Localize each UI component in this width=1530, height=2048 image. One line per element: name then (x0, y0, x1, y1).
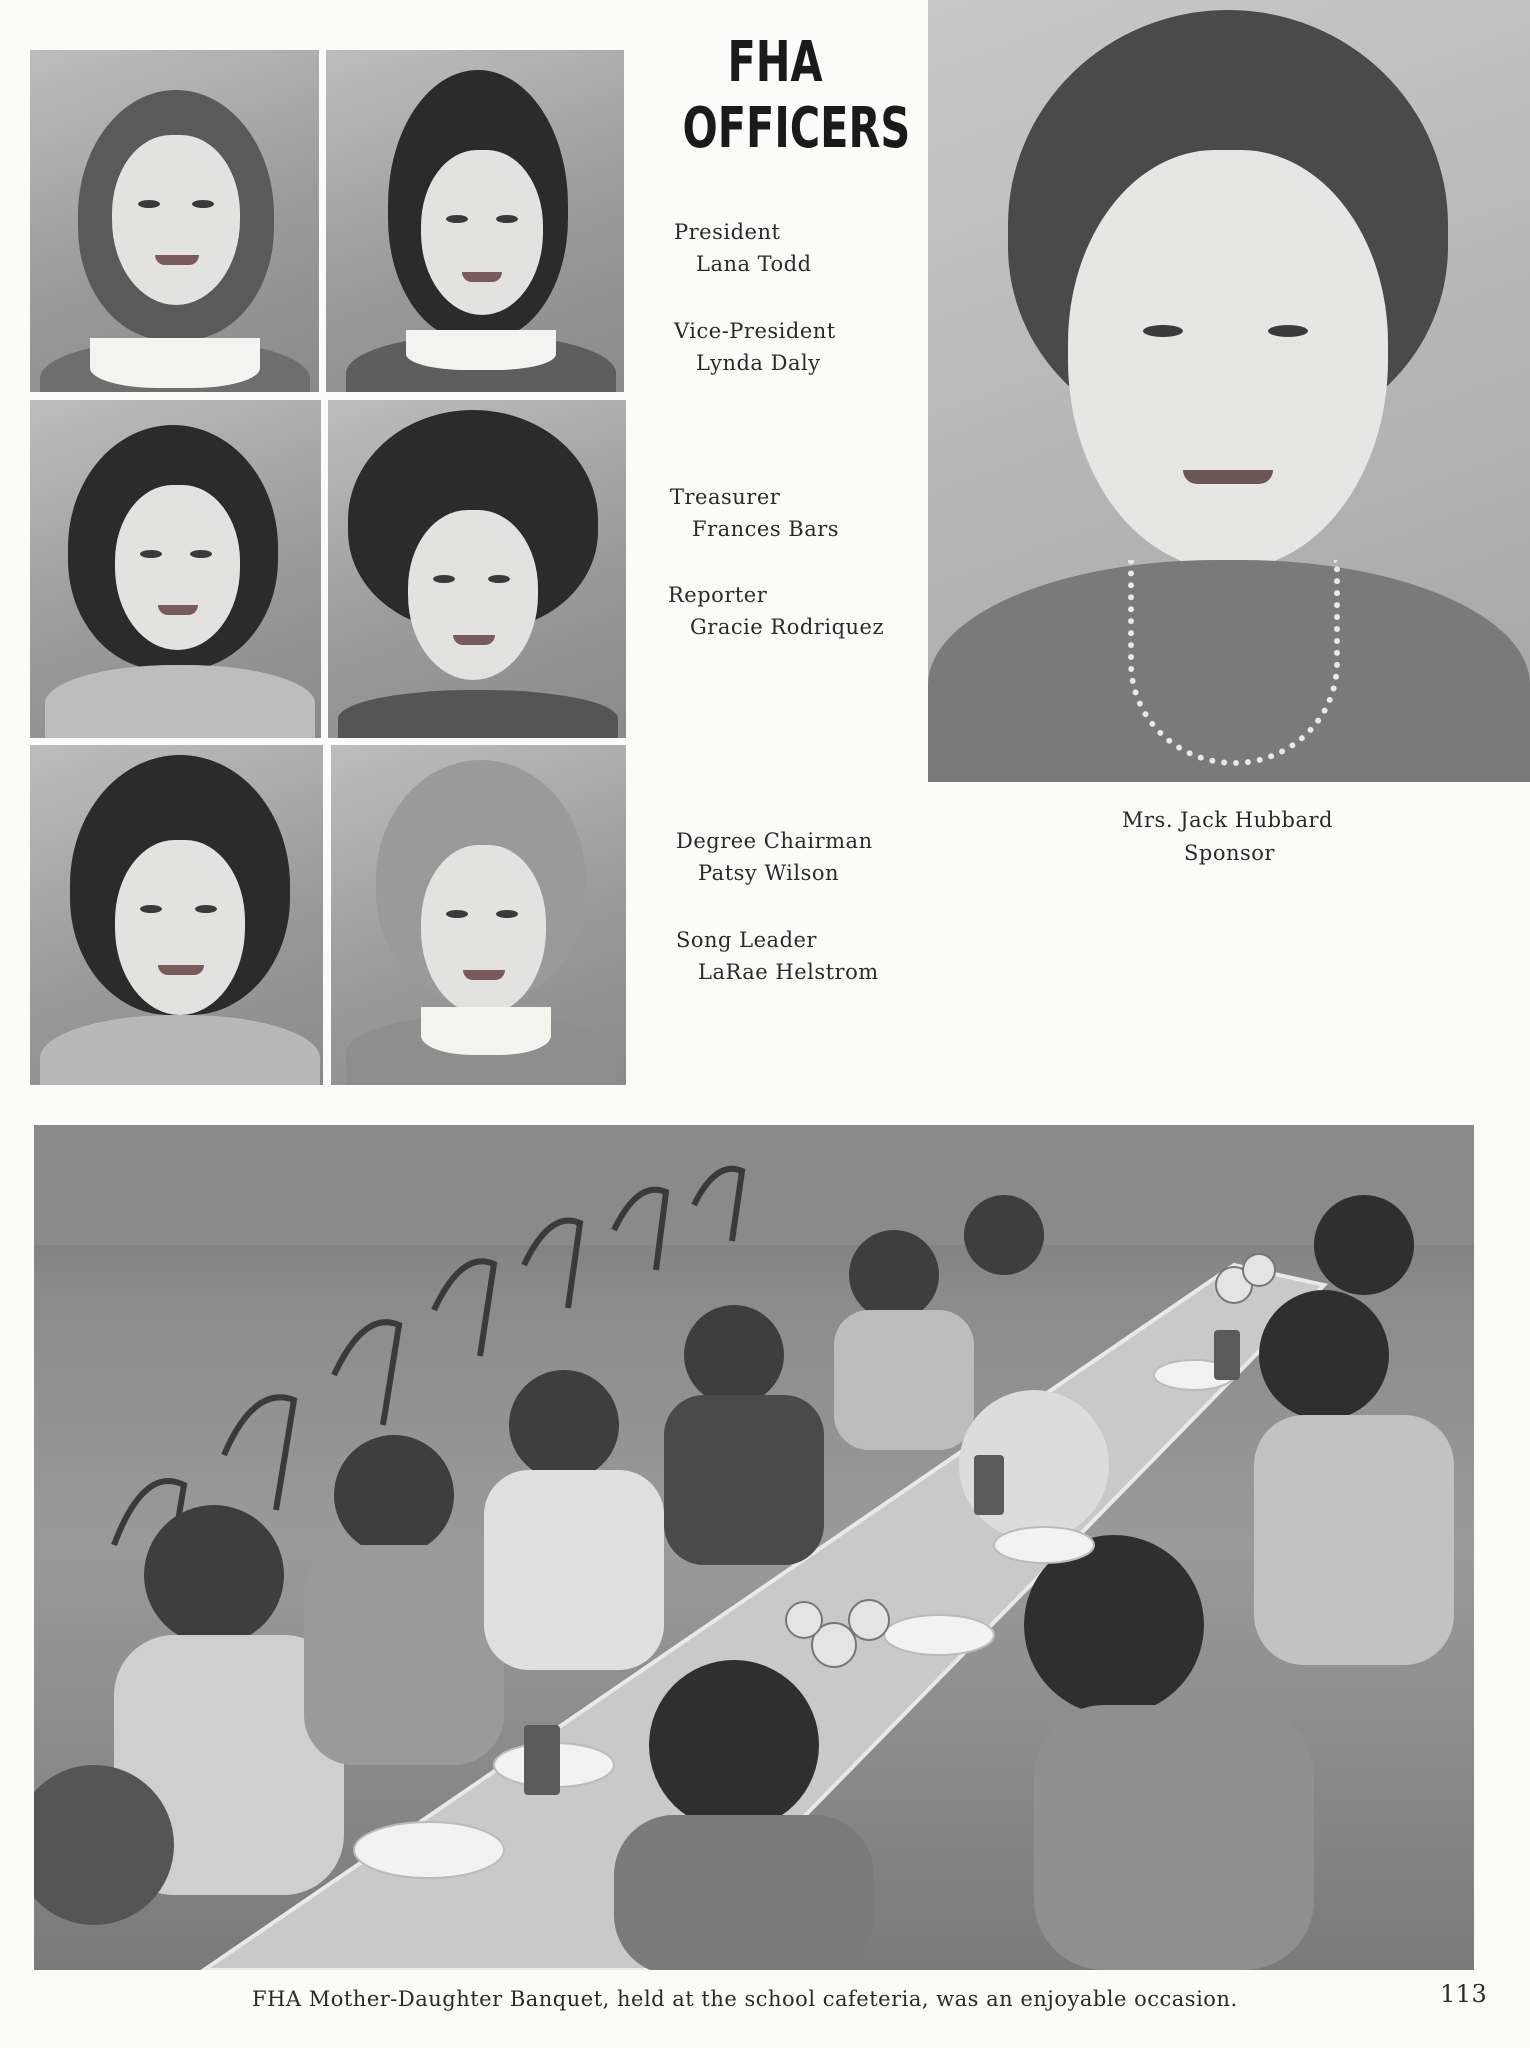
officer-role: Vice-President (674, 319, 836, 343)
officer-name: Lana Todd (696, 252, 812, 276)
officer-song-leader (676, 924, 879, 988)
portrait-reporter (328, 400, 626, 738)
officer-role: Reporter (668, 583, 768, 607)
officer-role: Degree Chairman (676, 829, 873, 853)
officer-president (674, 216, 812, 280)
portrait-treasurer (30, 400, 321, 738)
officer-treasurer (670, 481, 839, 545)
officer-name: Frances Bars (692, 517, 840, 541)
officer-role: Song Leader (676, 928, 817, 952)
officer-name: LaRae Helstrom (698, 960, 879, 984)
necklace-icon (1128, 560, 1340, 766)
officer-role: Treasurer (670, 485, 781, 509)
officer-name: Patsy Wilson (698, 861, 840, 885)
page-title: FHA OFFICERS (682, 30, 911, 161)
sponsor-role: Sponsor (1184, 841, 1275, 865)
page-number: 113 (1440, 1980, 1488, 2008)
banquet-caption: FHA Mother-Daughter Banquet, held at the school cafeteria, was an enjoyable occasion. (252, 1987, 1238, 2011)
officer-vice-president (674, 315, 836, 379)
officer-reporter (668, 579, 884, 643)
officer-name: Lynda Daly (696, 351, 821, 375)
portrait-president (30, 50, 319, 392)
sponsor-portrait (928, 0, 1530, 782)
portrait-vice-president (326, 50, 624, 392)
portrait-song-leader (331, 745, 626, 1085)
officer-name: Gracie Rodriquez (690, 615, 885, 639)
sponsor-name: Mrs. Jack Hubbard (1122, 808, 1333, 832)
officer-degree-chairman (676, 825, 873, 889)
officer-role: President (674, 220, 781, 244)
banquet-photo (34, 1125, 1474, 1970)
portrait-degree-chairman (30, 745, 323, 1085)
